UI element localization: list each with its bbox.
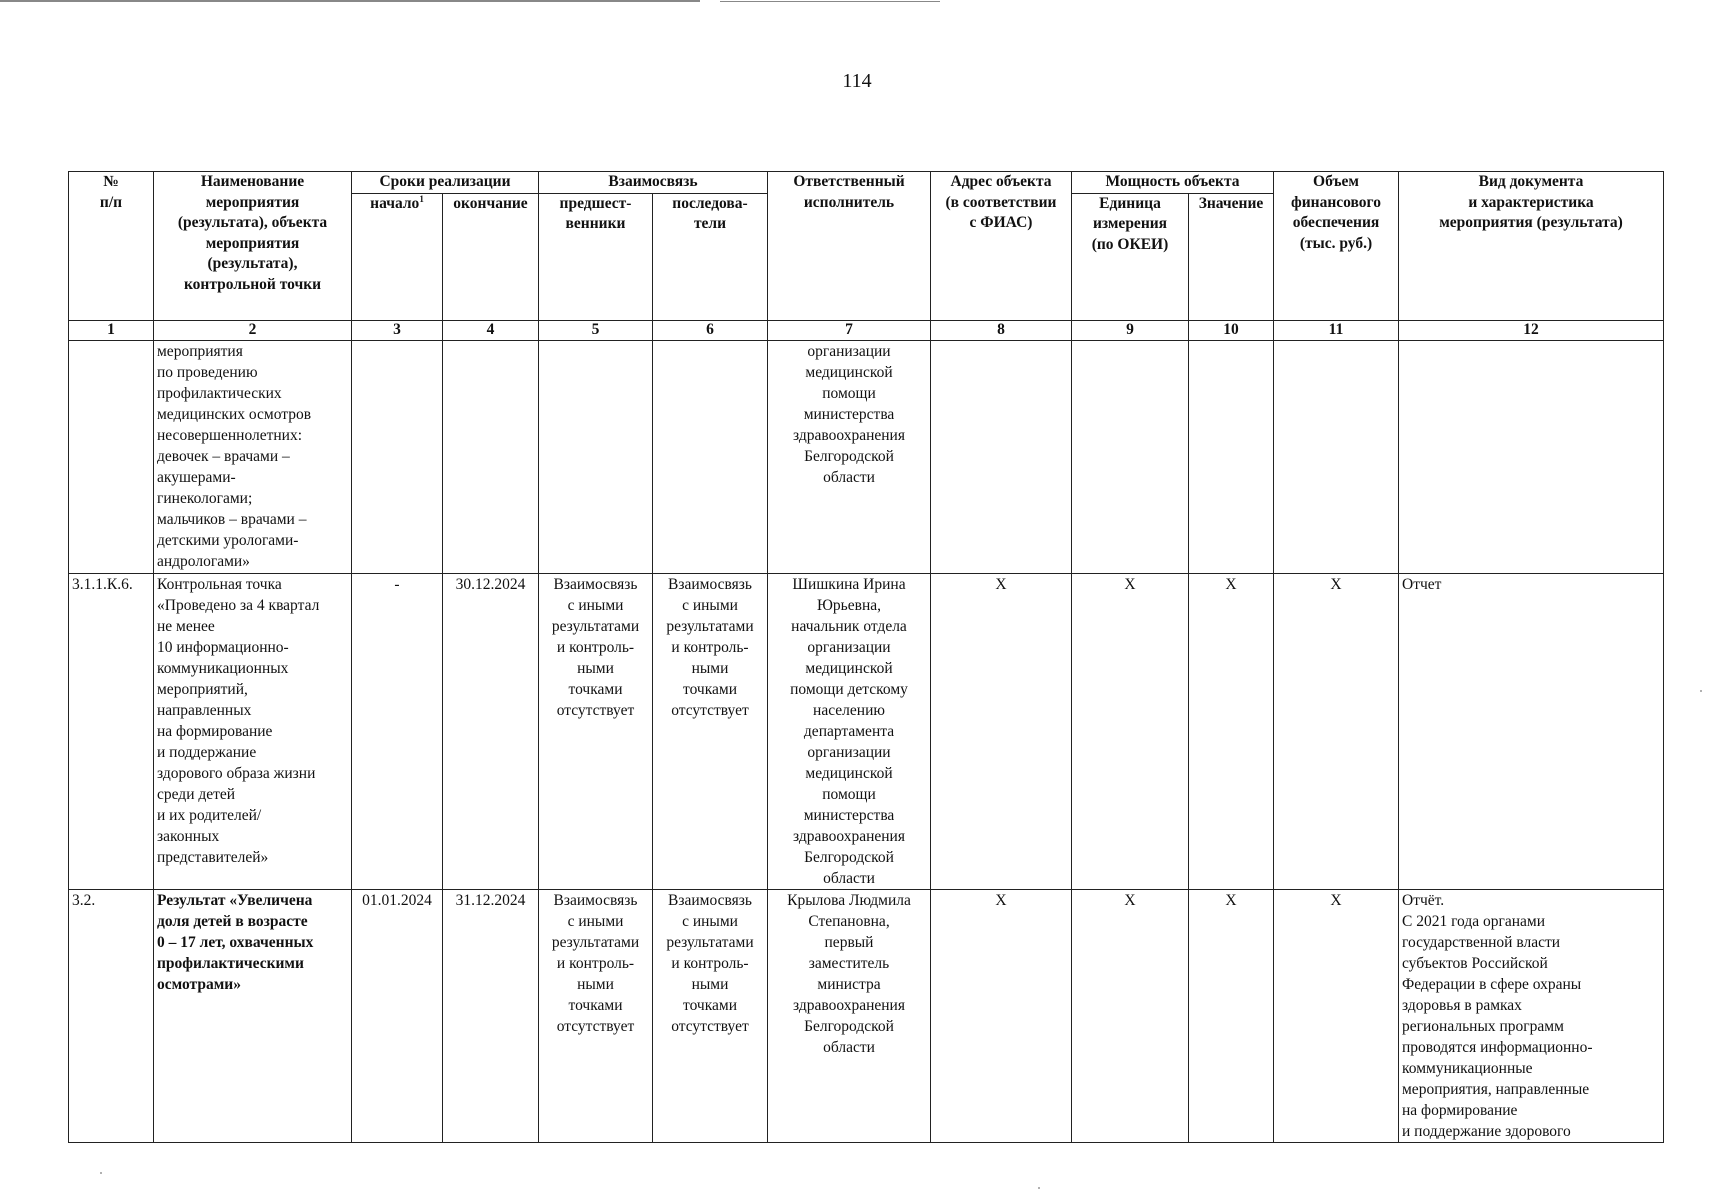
table-row: [69, 573, 1664, 889]
row-name: Контрольная точка «Проведено за 4 квартал не менее 10 информационно- коммуникационных мероприятий, направленных на формирование и поддержание здорового образа жизни среди детей и их родителей/ законных представителей»: [154, 573, 352, 889]
header-terms: Сроки реализации: [352, 172, 539, 194]
header-unit: Единица измерения (по ОКЕИ): [1072, 193, 1189, 320]
row-doc: Отчет: [1399, 573, 1664, 889]
row-start: [352, 340, 443, 573]
row-unit: [1072, 340, 1189, 573]
row-number: 3.2.: [69, 889, 154, 1142]
row-address: [931, 340, 1072, 573]
header-relation: Взаимосвязь: [539, 172, 768, 194]
row-predecessors: [539, 340, 653, 573]
row-doc: [1399, 340, 1664, 573]
row-successors: Взаимосвязь с иными результатами и контроль- ными точками отсутствует: [653, 573, 768, 889]
row-number: 3.1.1.К.6.: [69, 573, 154, 889]
row-responsible: Крылова Людмила Степановна, первый заместитель министра здравоохранения Белгородской области: [768, 889, 931, 1142]
row-address: X: [931, 889, 1072, 1142]
scan-edge-line: [0, 0, 700, 2]
row-successors: [653, 340, 768, 573]
scan-speck: [1700, 690, 1702, 692]
column-number: 6: [653, 320, 768, 340]
column-number: 1: [69, 320, 154, 340]
row-successors: Взаимосвязь с иными результатами и контроль- ными точками отсутствует: [653, 889, 768, 1142]
column-number: 11: [1274, 320, 1399, 340]
row-unit: X: [1072, 573, 1189, 889]
scan-speck: [100, 1172, 102, 1174]
row-end: 31.12.2024: [443, 889, 539, 1142]
header-value: Значение: [1189, 193, 1274, 320]
header-name: Наименование мероприятия (результата), объекта мероприятия (результата), контрольной точки: [154, 172, 352, 321]
row-responsible: организации медицинской помощи министерства здравоохранения Белгородской области: [768, 340, 931, 573]
table-row: [69, 340, 1664, 573]
header-predecessors: предшест- венники: [539, 193, 653, 320]
header-responsible: Ответственный исполнитель: [768, 172, 931, 321]
column-number: 2: [154, 320, 352, 340]
row-name: мероприятия по проведению профилактических медицинских осмотров несовершеннолетних: девочек – врачами – акушерами- гинекологами; мальчиков – врачами – детскими урологами- андрологами»: [154, 340, 352, 573]
header-capacity: Мощность объекта: [1072, 172, 1274, 194]
row-value: X: [1189, 889, 1274, 1142]
row-start: 01.01.2024: [352, 889, 443, 1142]
header-address: Адрес объекта (в соответствии с ФИАС): [931, 172, 1072, 321]
header-doc-type: Вид документа и характеристика мероприятия (результата): [1399, 172, 1664, 321]
scan-speck: [1038, 1187, 1040, 1189]
column-number: 7: [768, 320, 931, 340]
header-end: окончание: [443, 193, 539, 320]
header-start: начало$^1$: [352, 193, 443, 320]
row-value: [1189, 340, 1274, 573]
row-predecessors: Взаимосвязь с иными результатами и контроль- ными точками отсутствует: [539, 889, 653, 1142]
header-finance: Объем финансового обеспечения (тыс. руб.): [1274, 172, 1399, 321]
row-finance: X: [1274, 573, 1399, 889]
row-address: X: [931, 573, 1072, 889]
row-number: [69, 340, 154, 573]
page-number: 114: [842, 70, 872, 92]
column-number: 5: [539, 320, 653, 340]
column-numbers-row: [69, 320, 1664, 340]
events-table: [68, 171, 1664, 1143]
row-finance: X: [1274, 889, 1399, 1142]
row-finance: [1274, 340, 1399, 573]
row-name: Результат «Увеличена доля детей в возрасте 0 – 17 лет, охваченных профилактическими осмотрами»: [154, 889, 352, 1142]
header-successors: последова- тели: [653, 193, 768, 320]
row-end: 30.12.2024: [443, 573, 539, 889]
column-number: 3: [352, 320, 443, 340]
column-number: 4: [443, 320, 539, 340]
column-number: 10: [1189, 320, 1274, 340]
column-number: 12: [1399, 320, 1664, 340]
scan-edge-line-2: [720, 1, 940, 2]
row-start: -: [352, 573, 443, 889]
row-unit: X: [1072, 889, 1189, 1142]
row-end: [443, 340, 539, 573]
row-doc: Отчёт. С 2021 года органами государственной власти субъектов Российской Федерации в сфере охраны здоровья в рамках региональных программ проводятся информационно- коммуникационные мероприятия, направленные на формирование и поддержание здорового: [1399, 889, 1664, 1142]
row-responsible: Шишкина Ирина Юрьевна, начальник отдела организации медицинской помощи детскому населению департамента организации медицинской помощи министерства здравоохранения Белгородской области: [768, 573, 931, 889]
header-number: № п/п: [69, 172, 154, 321]
column-number: 8: [931, 320, 1072, 340]
row-predecessors: Взаимосвязь с иными результатами и контроль- ными точками отсутствует: [539, 573, 653, 889]
table-row: [69, 889, 1664, 1142]
column-number: 9: [1072, 320, 1189, 340]
row-value: X: [1189, 573, 1274, 889]
